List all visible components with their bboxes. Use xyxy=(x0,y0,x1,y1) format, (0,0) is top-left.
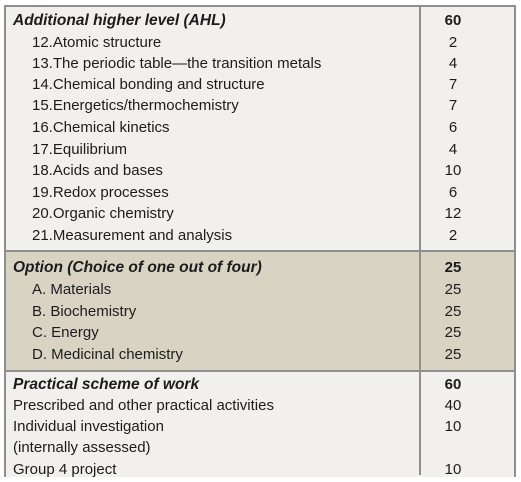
option-label: D. Medicinal chemistry xyxy=(32,346,183,363)
topic-label: 12.Atomic structure xyxy=(32,34,162,51)
activity-hours: 40 xyxy=(444,397,462,414)
activity-label: (internally assessed) xyxy=(13,439,151,456)
table-row xyxy=(6,225,514,246)
section-total: 60 xyxy=(444,12,462,29)
table-row xyxy=(6,395,514,416)
section-header xyxy=(6,10,514,31)
option-hours: 25 xyxy=(444,324,462,341)
table-row xyxy=(6,344,514,365)
table-row xyxy=(6,279,514,300)
topic-label: 15.Energetics/thermochemistry xyxy=(32,97,239,114)
section-total: 60 xyxy=(444,376,462,393)
table-row xyxy=(6,32,514,53)
column-divider xyxy=(419,7,421,475)
topic-label: 13.The periodic table—the transition metals xyxy=(32,55,322,72)
activity-label: Group 4 project xyxy=(13,461,117,478)
topic-hours: 4 xyxy=(448,55,458,72)
activity-label: Individual investigation xyxy=(13,418,164,435)
table-row xyxy=(6,301,514,322)
topic-hours: 10 xyxy=(444,162,462,179)
activity-hours: 10 xyxy=(444,418,462,435)
section-practical xyxy=(6,370,514,477)
activity-label: Prescribed and other practical activities xyxy=(13,397,274,414)
option-label: A. Materials xyxy=(32,281,112,298)
topic-label: 16.Chemical kinetics xyxy=(32,119,170,136)
option-label: B. Biochemistry xyxy=(32,303,137,320)
table-row xyxy=(6,117,514,138)
topic-label: 17.Equilibrium xyxy=(32,141,128,158)
topic-hours: 6 xyxy=(448,184,458,201)
section-title: Practical scheme of work xyxy=(13,376,200,393)
table-row xyxy=(6,160,514,181)
table-row xyxy=(6,182,514,203)
activity-hours: 10 xyxy=(444,461,462,478)
section-total: 25 xyxy=(444,259,462,276)
topic-hours: 2 xyxy=(448,227,458,244)
table-row xyxy=(6,95,514,116)
table-row xyxy=(6,203,514,224)
option-hours: 25 xyxy=(444,303,462,320)
option-hours: 25 xyxy=(444,346,462,363)
topic-label: 19.Redox processes xyxy=(32,184,169,201)
table-row xyxy=(6,139,514,160)
topic-hours: 2 xyxy=(448,34,458,51)
section-ahl xyxy=(6,7,514,250)
table-row xyxy=(6,416,514,437)
table-row xyxy=(6,437,514,458)
topic-label: 18.Acids and bases xyxy=(32,162,163,179)
table-row xyxy=(6,322,514,343)
topic-hours: 7 xyxy=(448,97,458,114)
topic-hours: 6 xyxy=(448,119,458,136)
syllabus-table xyxy=(4,5,516,477)
option-hours: 25 xyxy=(444,281,462,298)
section-title: Additional higher level (AHL) xyxy=(13,12,226,29)
table-row xyxy=(6,459,514,480)
topic-hours: 4 xyxy=(448,141,458,158)
section-option xyxy=(6,250,514,370)
option-label: C. Energy xyxy=(32,324,99,341)
table-row xyxy=(6,53,514,74)
section-header xyxy=(6,257,514,278)
table-row xyxy=(6,74,514,95)
topic-label: 21.Measurement and analysis xyxy=(32,227,233,244)
topic-hours: 7 xyxy=(448,76,458,93)
topic-label: 14.Chemical bonding and structure xyxy=(32,76,265,93)
topic-label: 20.Organic chemistry xyxy=(32,205,174,222)
topic-hours: 12 xyxy=(444,205,462,222)
section-title: Option (Choice of one out of four) xyxy=(13,259,262,276)
section-header xyxy=(6,374,514,395)
